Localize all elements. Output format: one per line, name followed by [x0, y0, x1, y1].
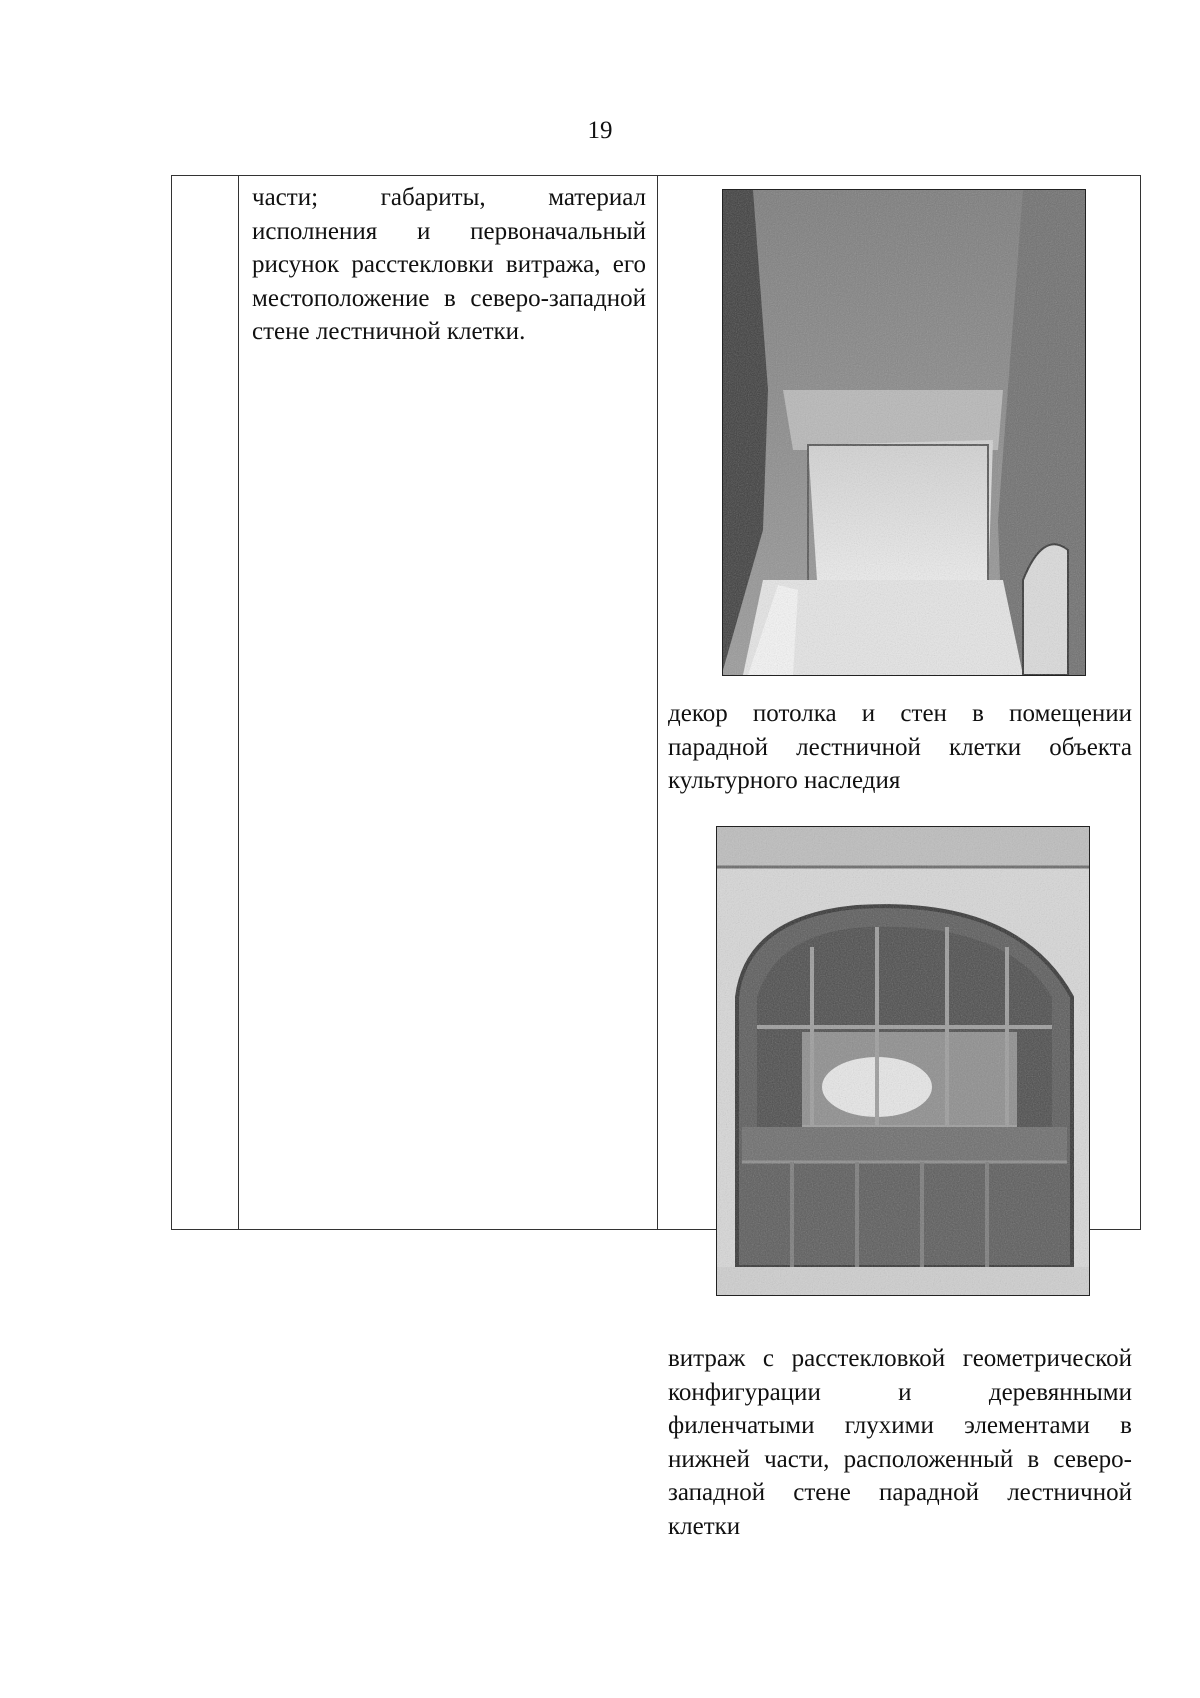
column-divider [657, 176, 658, 1229]
column-divider [238, 176, 239, 1229]
description-cell-text: части; габариты, материал исполнения и первоначальный рисунок расстекловки витража, его местоположение в северо-западной стене лестничной клетки. [252, 184, 646, 345]
photo-caption: декор потолка и стен в помещении парадной лестничной клетки объекта культурного наследия [668, 700, 1132, 794]
ceiling-decor-image [723, 190, 1085, 675]
stained-glass-window-photo [716, 826, 1090, 1296]
page-number: 19 [587, 117, 613, 144]
photo-caption: витраж с расстекловкой геометрической конфигурации и деревянными филенчатыми глухими элементами в нижней части, расположенный в северо-западной стене парадной лестничной клетки [668, 1345, 1132, 1540]
stained-glass-window-image [717, 827, 1089, 1295]
ceiling-decor-photo [722, 189, 1086, 676]
document-table [171, 175, 1141, 1540]
